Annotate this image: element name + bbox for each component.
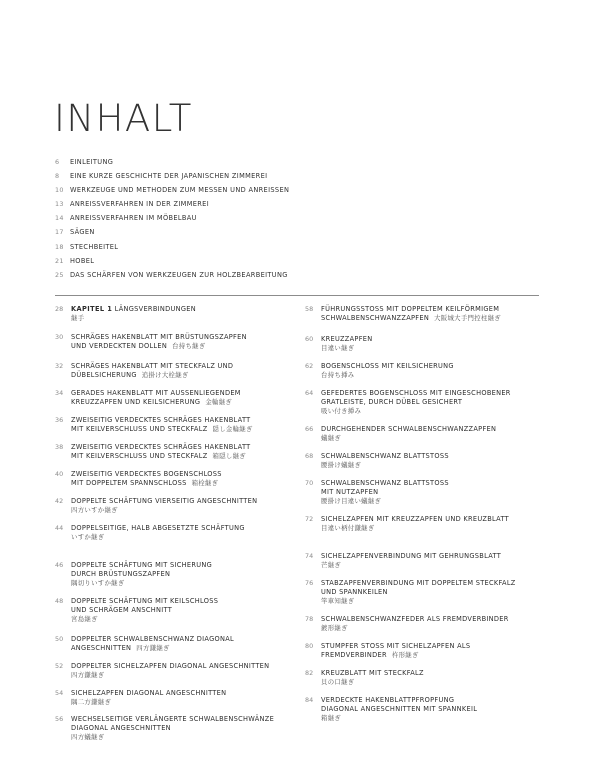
entry-title-line1: FÜHRUNGSSTOSS MIT DOPPELTEM KEILFÖRMIGEM xyxy=(321,305,500,313)
japanese-name: いすか継ぎ xyxy=(71,533,105,541)
intro-entry[interactable] xyxy=(55,257,535,271)
page-number: 50 xyxy=(55,635,64,643)
toc-entry[interactable] xyxy=(55,470,287,488)
japanese-name: 芒継ぎ xyxy=(321,561,342,569)
toc-entry[interactable] xyxy=(55,689,287,707)
toc-entry[interactable] xyxy=(55,524,287,542)
entry-title: STECHBEITEL xyxy=(70,242,119,251)
entry-title-line2: FREMDVERBINDER xyxy=(321,651,387,659)
page-number: 48 xyxy=(55,597,64,605)
entry-title-line2: MIT DOPPELTEM SPANNSCHLOSS xyxy=(71,479,187,487)
japanese-name: 四方鎌継ぎ xyxy=(71,671,105,679)
entry-title-line1: SICHELZAPFEN DIAGONAL ANGESCHNITTEN xyxy=(71,689,227,697)
page-number: 76 xyxy=(305,579,314,587)
entry-title: ANREISSVERFAHREN IN DER ZIMMEREI xyxy=(70,200,209,209)
entry-title-line1: ZWEISEITIG VERDECKTES BOGENSCHLOSS xyxy=(71,470,222,478)
page-number: 17 xyxy=(55,228,64,237)
page-number: 66 xyxy=(305,425,314,433)
page-number: 13 xyxy=(55,200,64,209)
page-number: 68 xyxy=(305,452,314,460)
japanese-name: 竿車知継ぎ xyxy=(321,597,355,605)
entry-title-line1: SCHRÄGES HAKENBLATT MIT BRÜSTUNGSZAPFEN xyxy=(71,333,247,341)
entry-title-line1: STUMPFER STOSS MIT SICHELZAPFEN ALS xyxy=(321,642,471,650)
page-number: 25 xyxy=(55,270,64,279)
intro-entry[interactable] xyxy=(55,200,535,214)
japanese-name: 箱栓継ぎ xyxy=(191,479,219,487)
page-number: 78 xyxy=(305,615,314,623)
toc-entry[interactable] xyxy=(55,389,287,407)
page-number: 58 xyxy=(305,305,314,313)
toc-entry[interactable] xyxy=(305,515,537,533)
entry-title-line1: GEFEDERTES BOGENSCHLOSS MIT EINGESCHOBENER xyxy=(321,389,511,397)
japanese-name: 四方鎌継ぎ xyxy=(136,644,170,652)
page-number: 40 xyxy=(55,470,64,478)
entry-title-line1: WECHSELSEITIGE VERLÄNGERTE SCHWALBENSCHWÄNZE xyxy=(71,715,275,723)
japanese-name: 継手 xyxy=(71,314,85,322)
entry-title-line2: SCHWALBENSCHWANZZAPFEN xyxy=(321,314,430,322)
entry-title-line1: DOPPELTER SICHELZAPFEN DIAGONAL ANGESCHNITTEN xyxy=(71,662,270,670)
page-number: 80 xyxy=(305,642,314,650)
toc-entry[interactable] xyxy=(55,443,287,461)
japanese-name: 箱継ぎ xyxy=(321,714,342,722)
entry-title-line1: SCHWALBENSCHWANZFEDER ALS FREMDVERBINDER xyxy=(321,615,509,623)
page-number: 62 xyxy=(305,362,314,370)
intro-entry[interactable] xyxy=(55,214,535,228)
toc-entry[interactable] xyxy=(305,305,537,323)
entry-title-line1: SCHWALBENSCHWANZ BLATTSTOSS xyxy=(321,479,449,487)
page-number: 56 xyxy=(55,715,64,723)
japanese-name: 四方蟻継ぎ xyxy=(71,733,105,741)
toc-entry[interactable] xyxy=(55,362,287,380)
page-number: 36 xyxy=(55,416,64,424)
entry-title-line1: GERADES HAKENBLATT MIT AUSSENLIEGENDEM xyxy=(71,389,241,397)
entry-title-line1: ZWEISEITIG VERDECKTES SCHRÄGES HAKENBLATT xyxy=(71,443,251,451)
entry-title: SÄGEN xyxy=(70,228,95,237)
toc-entry[interactable] xyxy=(305,362,537,380)
entry-title-line1: DOPPELTE SCHÄFTUNG VIERSEITIG ANGESCHNITTEN xyxy=(71,497,258,505)
intro-entry[interactable] xyxy=(55,271,535,285)
entry-title-line1: SICHELZAPFEN MIT KREUZZAPFEN UND KREUZBLATT xyxy=(321,515,509,523)
entry-title: WERKZEUGE UND METHODEN ZUM MESSEN UND ANREISSEN xyxy=(70,186,290,195)
page-number: 32 xyxy=(55,362,64,370)
japanese-name: 追掛け大栓継ぎ xyxy=(141,371,189,379)
japanese-name: 隅二方鎌継ぎ xyxy=(71,698,112,706)
page-title: INHALT xyxy=(54,97,193,140)
page-number: 8 xyxy=(55,172,60,181)
entry-title-line2: MIT KEILVERSCHLUSS UND STECKFALZ xyxy=(71,452,208,460)
entry-title-line2: MIT KEILVERSCHLUSS UND STECKFALZ xyxy=(71,425,208,433)
japanese-name: 隠し金輪継ぎ xyxy=(212,425,253,433)
entry-title-line1: KREUZZAPFEN xyxy=(321,335,373,343)
entry-title-line2: ANGESCHNITTEN xyxy=(71,644,132,652)
page-number: 54 xyxy=(55,689,64,697)
toc-entry[interactable] xyxy=(305,669,537,687)
toc-entry[interactable] xyxy=(305,552,537,570)
entry-title-line1: BOGENSCHLOSS MIT KEILSICHERUNG xyxy=(321,362,454,370)
page-number: 10 xyxy=(55,186,64,195)
toc-entry[interactable] xyxy=(305,479,537,506)
page-number: 38 xyxy=(55,443,64,451)
page-number: 21 xyxy=(55,256,64,265)
japanese-name: 隅切りいすか継ぎ xyxy=(71,579,125,587)
page-number: 6 xyxy=(55,158,60,166)
entry-title-line2: GRATLEISTE, DURCH DÜBEL GESICHERT xyxy=(321,398,463,406)
entry-title-line2: DIAGONAL ANGESCHNITTEN xyxy=(71,724,171,732)
japanese-name: 宮島継ぎ xyxy=(71,615,98,623)
toc-entry[interactable] xyxy=(305,642,537,660)
page-number: 28 xyxy=(55,305,64,313)
entry-title-line1: SCHRÄGES HAKENBLATT MIT STECKFALZ UND xyxy=(71,362,234,370)
toc-entry[interactable] xyxy=(55,597,287,624)
entry-title: EINE KURZE GESCHICHTE DER JAPANISCHEN ZIMMEREI xyxy=(70,172,268,181)
japanese-name: 四方いすか継ぎ xyxy=(71,506,118,514)
toc-entry[interactable] xyxy=(305,425,537,443)
intro-entry[interactable] xyxy=(55,172,535,186)
entry-title-line2: UND VERDECKTEN DOLLEN xyxy=(71,342,168,350)
toc-entry[interactable] xyxy=(305,579,537,606)
toc-entry[interactable] xyxy=(55,497,287,515)
toc-entry[interactable] xyxy=(55,662,287,680)
page-number: 30 xyxy=(55,333,64,341)
page-number: 18 xyxy=(55,242,64,251)
japanese-name: 貝の口継ぎ xyxy=(321,678,355,686)
toc-entry[interactable] xyxy=(55,635,287,653)
japanese-name: 目違い継ぎ xyxy=(321,344,355,352)
page-number: 60 xyxy=(305,335,314,343)
japanese-name: 金輪継ぎ xyxy=(205,398,233,406)
entry-title-line1: KREUZBLATT MIT STECKFALZ xyxy=(321,669,424,677)
entry-title-line1: SCHWALBENSCHWANZ BLATTSTOSS xyxy=(321,452,449,460)
chapter-title: LÄNGSVERBINDUNGEN xyxy=(114,305,196,313)
page-number: 34 xyxy=(55,389,64,397)
entry-title: DAS SCHÄRFEN VON WERKZEUGEN ZUR HOLZBEARBEITUNG xyxy=(70,270,288,279)
page-number: 44 xyxy=(55,524,64,532)
page-number: 82 xyxy=(305,669,314,677)
entry-title-line2: UND SCHRÄGEM ANSCHNITT xyxy=(71,606,173,614)
entry-title-line1: STABZAPFENVERBINDUNG MIT DOPPELTEM STECKFALZ xyxy=(321,579,516,587)
toc-entry[interactable] xyxy=(305,335,537,353)
entry-title: HOBEL xyxy=(70,256,95,265)
intro-entry[interactable] xyxy=(55,158,535,172)
page-number: 14 xyxy=(55,214,64,223)
toc-entry[interactable] xyxy=(305,389,537,416)
japanese-name: 目違い柄付鎌継ぎ xyxy=(321,524,375,532)
toc-entry[interactable] xyxy=(305,452,537,470)
entry-title: EINLEITUNG xyxy=(70,158,114,166)
page-number: 64 xyxy=(305,389,314,397)
page-number: 84 xyxy=(305,696,314,704)
toc-entry[interactable] xyxy=(55,333,287,351)
japanese-name: 鍍形継ぎ xyxy=(321,624,348,632)
japanese-name: 台持ち継ぎ xyxy=(172,342,206,350)
entry-title-line1: DOPPELTE SCHÄFTUNG MIT KEILSCHLOSS xyxy=(71,597,219,605)
entry-title-line1: VERDECKTE HAKENBLATTPFROPFUNG xyxy=(321,696,455,704)
intro-entry[interactable] xyxy=(55,186,535,200)
entry-title-line1: DOPPELTER SCHWALBENSCHWANZ DIAGONAL xyxy=(71,635,235,643)
entry-title-line1: DOPPELTE SCHÄFTUNG MIT SICHERUNG xyxy=(71,561,213,569)
japanese-name: 蟻継ぎ xyxy=(321,434,342,442)
intro-entry[interactable] xyxy=(55,228,535,242)
entry-title: ANREISSVERFAHREN IM MÖBELBAU xyxy=(70,214,197,223)
japanese-name: 箱隠し継ぎ xyxy=(212,452,246,460)
entry-title-line1: ZWEISEITIG VERDECKTES SCHRÄGES HAKENBLATT xyxy=(71,416,251,424)
toc-entry[interactable] xyxy=(305,615,537,633)
japanese-name: 吸い付き挿み xyxy=(321,407,362,415)
toc-entry[interactable] xyxy=(55,561,287,588)
entry-title-line2: DIAGONAL ANGESCHNITTEN MIT SPANNKEIL xyxy=(321,705,478,713)
japanese-name: 大阪城大手門控柱継ぎ xyxy=(434,314,501,322)
page-number: 46 xyxy=(55,561,64,569)
japanese-name: 腰掛け目違い蟻継ぎ xyxy=(321,497,382,505)
toc-entry[interactable] xyxy=(305,696,537,723)
page-number: 74 xyxy=(305,552,314,560)
page-number: 72 xyxy=(305,515,314,523)
intro-entry[interactable] xyxy=(55,243,535,257)
chapter-label: KAPITEL 1 xyxy=(71,305,113,313)
entry-title-line1: DOPPELSEITIGE, HALB ABGESETZTE SCHÄFTUNG xyxy=(71,524,245,532)
entry-title-line1: DURCHGEHENDER SCHWALBENSCHWANZZAPFEN xyxy=(321,425,497,433)
entry-title-line2: UND SPANNKEILEN xyxy=(321,588,388,596)
section-divider xyxy=(55,295,539,296)
toc-entry[interactable] xyxy=(55,715,287,742)
page-number: 70 xyxy=(305,479,314,487)
japanese-name: 杵形継ぎ xyxy=(391,651,419,659)
entry-title-line2: DURCH BRÜSTUNGSZAPFEN xyxy=(71,570,171,578)
japanese-name: 台持ち挿み xyxy=(321,371,355,379)
entry-title-line2: KREUZZAPFEN UND KEILSICHERUNG xyxy=(71,398,201,406)
toc-entry[interactable] xyxy=(55,416,287,434)
entry-title-line2: DÜBELSICHERUNG xyxy=(71,371,137,379)
entry-title-line1: SICHELZAPFENVERBINDUNG MIT GEHRUNGSBLATT xyxy=(321,552,502,560)
intro-list xyxy=(55,158,535,285)
page-number: 52 xyxy=(55,662,64,670)
japanese-name: 腰掛け蟻継ぎ xyxy=(321,461,362,469)
entry-title-line2: MIT NUTZAPFEN xyxy=(321,488,379,496)
chapter-heading[interactable] xyxy=(55,305,287,323)
page-number: 42 xyxy=(55,497,64,505)
